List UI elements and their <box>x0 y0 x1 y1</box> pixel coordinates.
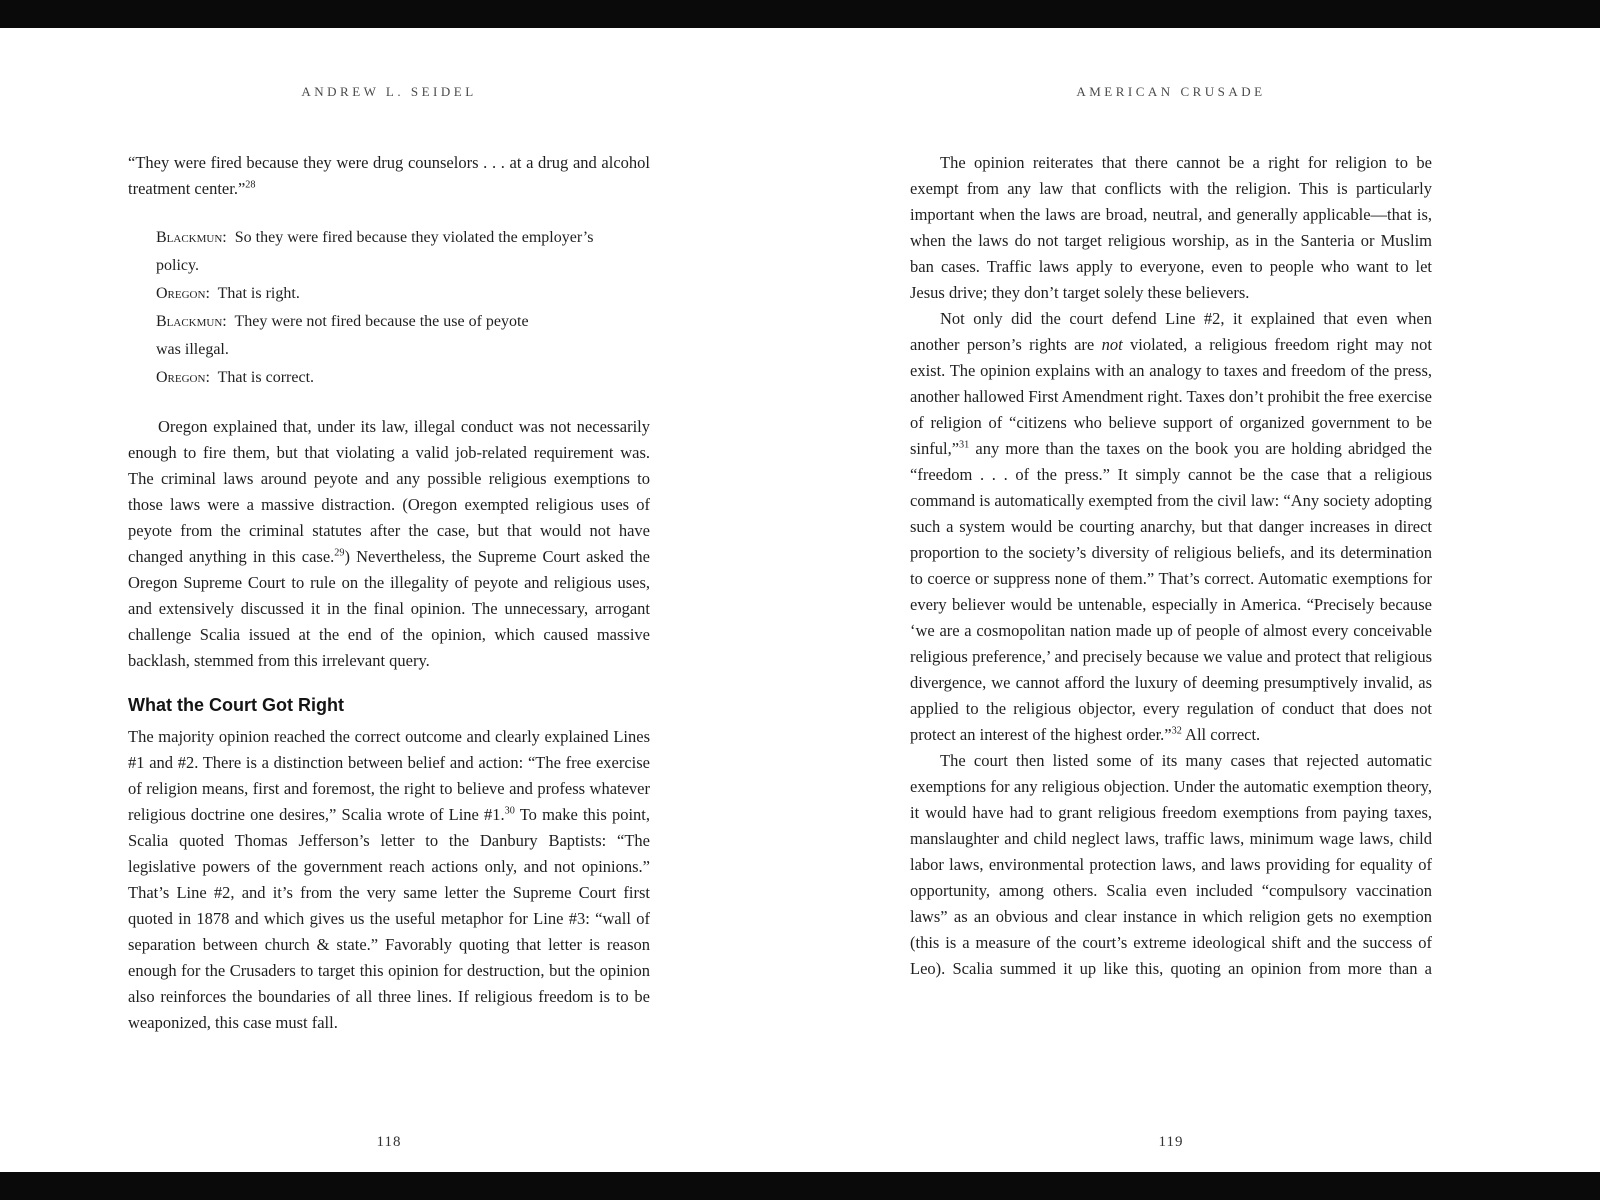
left-page-text-block <box>128 150 650 1036</box>
body-paragraph: The court then listed some of its many cases that rejected automatic exemptions for any religious objection. Under the automatic exemption theory, it would have had to grant religious freedom exemptions from paying taxes, manslaughter and child neglect laws, traffic laws, minimum wage laws, child labor laws, environmental protection laws, and laws providing for equality of opportunity, among others. Scalia even included “compulsory vaccination laws” as an obvious and clear instance in which religion gets no exemption (this is a measure of the court’s extreme ideological shift and the success of Leo). Scalia summed it up like this, quoting an opinion from more than a <box>910 751 1432 978</box>
right-page-text-block <box>910 150 1432 1008</box>
dialogue-line: Oregon: That is right. <box>156 285 300 302</box>
running-header-author: ANDREW L. SEIDEL <box>301 84 477 99</box>
page-number-right: 119 <box>1158 1134 1184 1150</box>
dialogue-line: Oregon: That is correct. <box>156 369 315 386</box>
dialogue-block <box>128 224 650 392</box>
dialogue-line: Blackmun: They were not fired because the use of peyote <box>156 313 529 330</box>
body-paragraph: The opinion reiterates that there cannot be a right for religion to be exempt from any law that conflicts with the religion. This is particularly important when the laws are broad, neutral, and generally applicable—that is, when the laws do not target religious worship, as in the Santeria or Muslim ban cases. Traffic laws apply to everyone, even to people who want to let Jesus drive; they don’t target solely these believers. <box>910 153 1432 302</box>
dialogue-line: was illegal. <box>156 341 229 358</box>
body-paragraph: The majority opinion reached the correct outcome and clearly explained Lines #1 and #2. There is a distinction between belief and action: “The free exercise of religion means, first and foremost, the right to believe and profess whatever religious doctrine one desires,” Scalia wrote of Line #1.30 To make this point, Scalia quoted Thomas Jefferson’s letter to the Danbury Baptists: “The legislative powers of the government reach actions only, and not opinions.” That’s Line #2, and it’s from the very same letter the Supreme Court first quoted in 1878 and which gives us the useful metaphor for Line #3: “wall of separation between church & state.” Favorably quoting that letter is reason enough for the Crusaders to target this opinion for destruction, but the opinion also reinforces the boundaries of all three lines. If religious freedom is to be weaponized, this case must fall. <box>128 727 650 1032</box>
page-number-left: 118 <box>376 1134 402 1150</box>
dialogue-line: policy. <box>156 257 199 274</box>
body-paragraph: Oregon explained that, under its law, illegal conduct was not necessarily enough to fire them, but that violating a valid job-related requirement was. The criminal laws around peyote and any possible religious exemptions to those laws were a massive distraction. (Oregon exempted religious uses of peyote from the criminal statutes after the case, but that would not have changed anything in this case.$^{29}$) Nevertheless, the Supreme Court asked the Oregon Supreme Court to rule on the illegality of peyote and religious uses, and extensively discussed it in the final opinion. The unnecessary, arrogant challenge Scalia issued at the end of the opinion, which caused massive backlash, stemmed from this irrelevant query. <box>128 417 650 670</box>
body-paragraph: Not only did the court defend Line #2, it explained that even when another person’s rights are not violated, a religious freedom right may not exist. The opinion explains with an analogy to taxes and freedom of the press, another hallowed First Amendment right. Taxes don’t prohibit the free exercise of religion of “citizens who believe support of organized government to be sinful,”$^{31}$ any more than the taxes on the book you are holding abridged the “freedom . . . of the press.” It simply cannot be the case that a religious command is automatically exempted from the civil law: “Any society adopting such a system would be courting anarchy, but that danger increases in direct proportion to the society’s diversity of religious beliefs, and its determination to coerce or suppress none of them.” That’s correct. Automatic exemptions for every believer would be untenable, especially in America. “Precisely because ‘we are a cosmopolitan nation made up of people of almost every conceivable religious preference,’ and precisely because we value and protect that religious divergence, we cannot afford the luxury of deeming presumptively invalid, as applied to the religious objector, every regulation of conduct that does not protect an interest of the highest order.”$^{32}$ All correct. <box>910 309 1432 744</box>
body-paragraph: “They were fired because they were drug counselors . . . at a drug and alcohol treatment center.”$^{28}$ <box>128 153 650 198</box>
right-page <box>910 28 1432 1172</box>
letterbox-bar-bottom <box>0 1172 1600 1200</box>
dialogue-line: Blackmun: So they were fired because they violated the employer’s <box>156 229 594 246</box>
left-page <box>128 28 650 1172</box>
section-heading: What the Court Got Right <box>128 695 344 715</box>
running-header-title: AMERICAN CRUSADE <box>1076 84 1266 99</box>
letterbox-bar-top <box>0 0 1600 28</box>
